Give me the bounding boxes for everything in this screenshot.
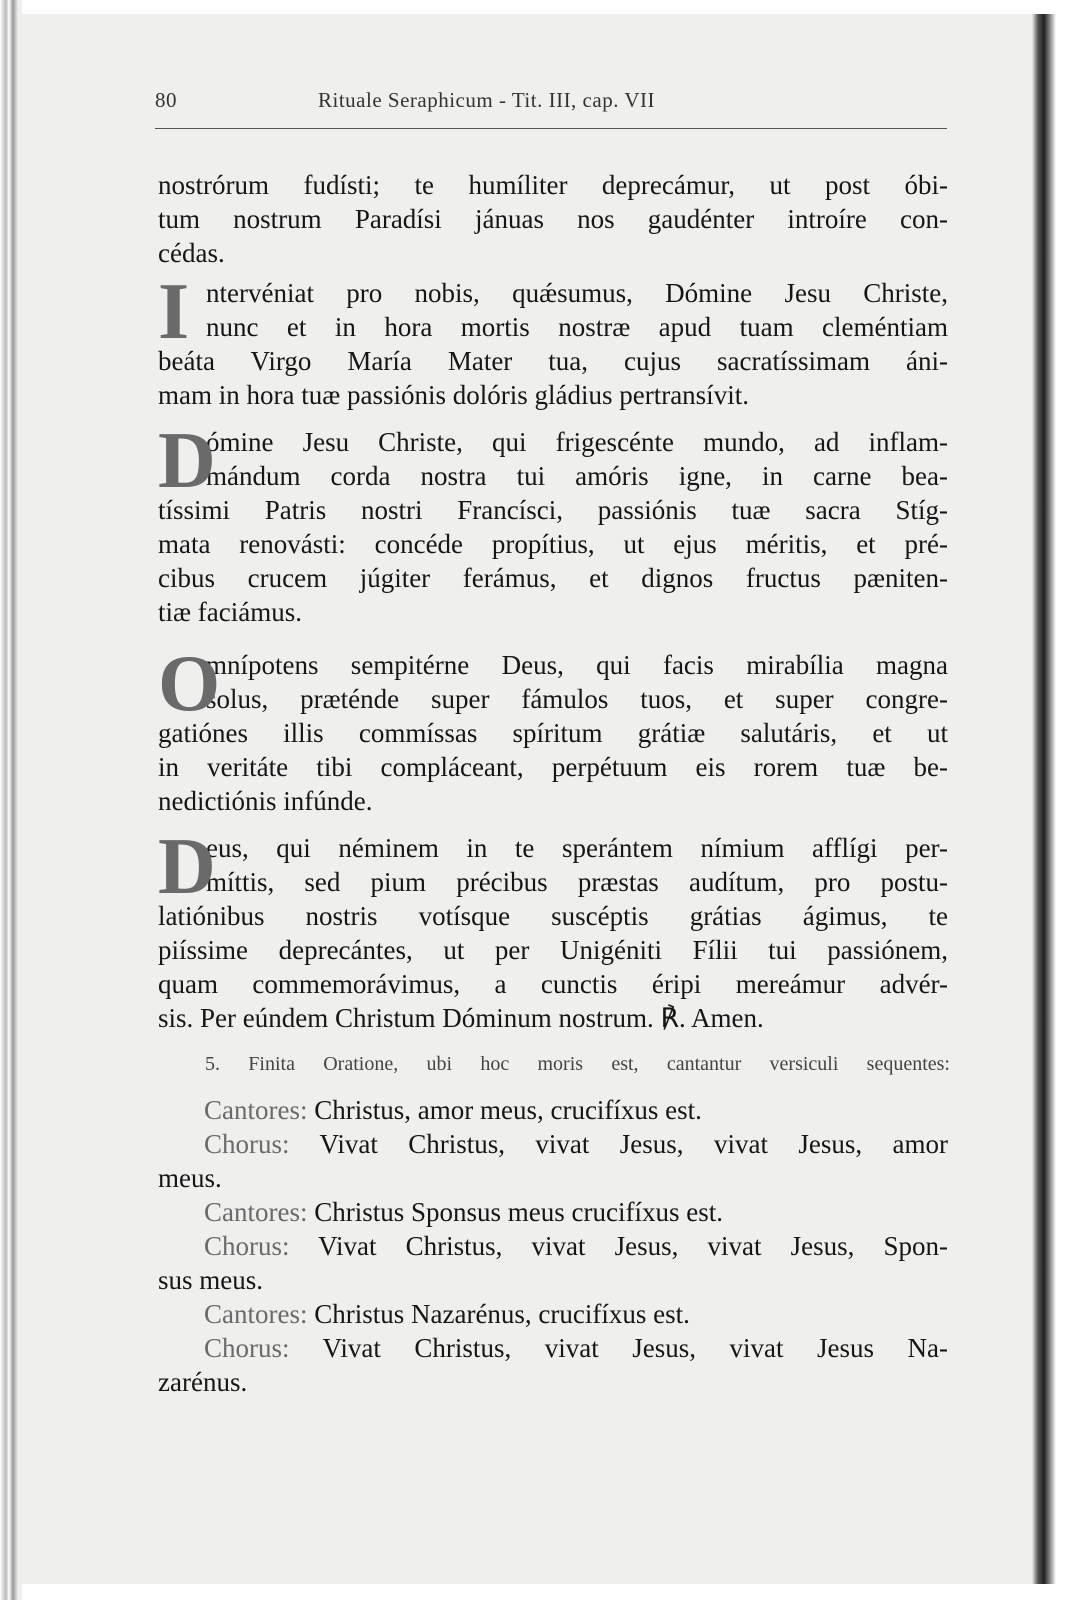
- text-line: ntervéniat pro nobis, quǽsumus, Dómine Jesu Christe,: [206, 278, 948, 308]
- dialogue-text: Vivat Christus, vivat Jesus, vivat Jesus, Spon-: [318, 1231, 949, 1261]
- dialogue-continuation: sus meus.: [158, 1265, 264, 1295]
- dialogue-line: [158, 1195, 948, 1229]
- text-line: tíssimi Patris nostri Francísci, passiónis tuæ sacra Stíg-: [158, 495, 948, 525]
- speaker-label: Cantores:: [204, 1299, 308, 1329]
- text-line: ómine Jesu Christe, qui frigescénte mundo, ad inflam-: [206, 427, 948, 457]
- text-line: quam commemorávimus, a cunctis éripi mereámur advér-: [158, 969, 948, 999]
- text-line: nostrórum fudísti; te humíliter deprecámur, ut post óbi-: [158, 170, 948, 200]
- dialogue-line: [158, 1331, 948, 1365]
- dialogue-text: Christus Sponsus meus crucifíxus est.: [314, 1197, 723, 1227]
- text-line: piíssime deprecántes, ut per Unigéniti Fílii tui passiónem,: [158, 935, 948, 965]
- text-line: mata renovásti: concéde propítius, ut ejus méritis, et pré-: [158, 529, 948, 559]
- running-title: Rituale Seraphicum - Tit. III, cap. VII: [318, 88, 655, 112]
- text-line: gatiónes illis commíssas spíritum grátiæ salutáris, et ut: [158, 718, 948, 748]
- speaker-label: Chorus:: [204, 1231, 290, 1261]
- text-line: mnípotens sempitérne Deus, qui facis mirabília magna: [206, 650, 948, 680]
- dialogue-line: [158, 1093, 948, 1127]
- speaker-label: Chorus:: [204, 1129, 290, 1159]
- drop-cap: D: [158, 417, 216, 505]
- dialogue-text: Vivat Christus, vivat Jesus, vivat Jesus, amor: [319, 1129, 949, 1159]
- dialogue-continuation: meus.: [158, 1163, 222, 1193]
- text-line: míttis, sed pium précibus præstas audítum, pro postu-: [206, 867, 948, 897]
- prayer-paragraph: [158, 168, 948, 270]
- prayer-paragraph: [158, 268, 948, 412]
- dialogue-line: [158, 1229, 948, 1263]
- dialogue-continuation: zarénus.: [158, 1367, 248, 1397]
- dialogue-line: [158, 1297, 948, 1331]
- speaker-label: Cantores:: [204, 1197, 308, 1227]
- page-edge: [1032, 14, 1056, 1584]
- text-line: nunc et in hora mortis nostræ apud tuam cleméntiam: [206, 312, 948, 342]
- text-line: beáta Virgo María Mater tua, cujus sacratíssimam áni-: [158, 346, 948, 376]
- rubric: 5. Finita Oratione, ubi hoc moris est, cantantur versiculi sequentes:: [205, 1053, 950, 1075]
- dialogue-text: Christus, amor meus, crucifíxus est.: [314, 1095, 702, 1125]
- text-line: solus, præténde super fámulos tuos, et super congre-: [206, 684, 948, 714]
- text-line: mam in hora tuæ passiónis dolóris gládius pertransívit.: [158, 380, 749, 410]
- prayer-paragraph: [158, 823, 948, 1035]
- prayer-paragraph: [158, 640, 948, 818]
- text-line: cibus crucem júgiter ferámus, et dignos fructus pæniten-: [158, 563, 948, 593]
- drop-cap: I: [158, 268, 190, 356]
- text-line: in veritáte tibi compláceant, perpétuum eis rorem tuæ be-: [158, 752, 948, 782]
- book-binding: [0, 0, 22, 1600]
- dialogue: [158, 1093, 948, 1399]
- speaker-label: Chorus:: [204, 1333, 290, 1363]
- text-line: sis. Per eúndem Christum Dóminum nostrum. ℟. Amen.: [158, 1003, 764, 1033]
- text-line: latiónibus nostris votísque suscéptis grátias ágimus, te: [158, 901, 948, 931]
- header-rule: [155, 128, 947, 129]
- text-line: eus, qui néminem in te sperántem nímium afflígi per-: [206, 833, 948, 863]
- text-line: tum nostrum Paradísi jánuas nos gaudénter introíre con-: [158, 204, 948, 234]
- dialogue-line: [158, 1127, 948, 1161]
- text-line: tiæ faciámus.: [158, 597, 302, 627]
- text-line: cédas.: [158, 238, 225, 268]
- dialogue-text: Christus Nazarénus, crucifíxus est.: [314, 1299, 690, 1329]
- speaker-label: Cantores:: [204, 1095, 308, 1125]
- page-number: 80: [155, 88, 177, 112]
- prayer-paragraph: [158, 417, 948, 629]
- text-line: nedictiónis infúnde.: [158, 786, 373, 816]
- text-line: mándum corda nostra tui amóris igne, in carne bea-: [206, 461, 948, 491]
- dialogue-text: Vivat Christus, vivat Jesus, vivat Jesus Na-: [322, 1333, 948, 1363]
- drop-cap: D: [158, 823, 216, 911]
- drop-cap: O: [158, 640, 221, 728]
